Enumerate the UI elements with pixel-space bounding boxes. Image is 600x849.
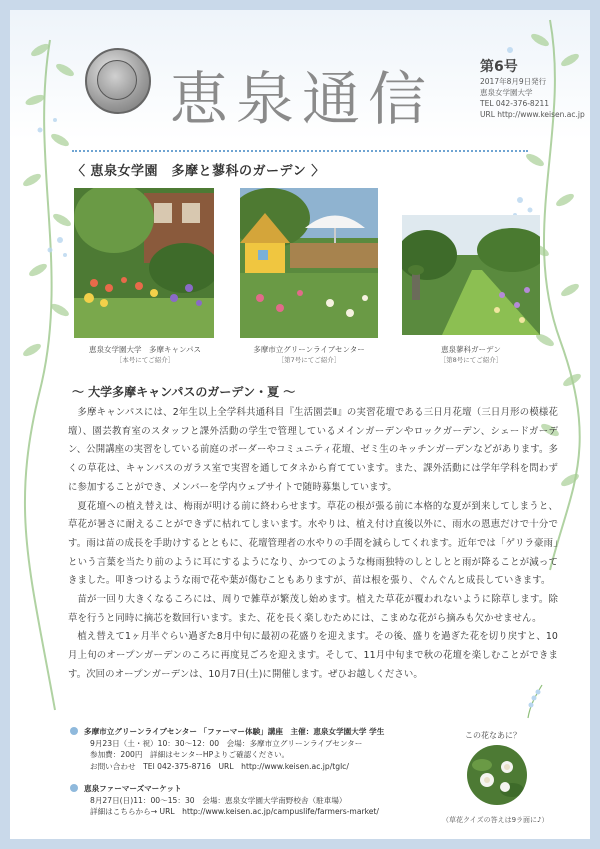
section-title: 〈 恵泉女学園 多摩と蓼科のガーデン 〉: [72, 164, 325, 179]
flower-quiz-label: この花なあに？: [465, 731, 521, 740]
photo-green-live-center: [240, 188, 378, 338]
photo-tateshina-garden: [402, 215, 540, 335]
event-farmers-market: 恵泉ファーマーズマーケット 8月27日(日)11：00～15：30 会場：恵泉女学園大学南野校舎（駐車場） 詳細はこちらから→ URL http://www.keisen.ac.jp/campuslife/farmers-market/: [70, 783, 440, 818]
publisher-tel: TEL 042-376-8211: [480, 99, 550, 108]
article-paragraph: 植え替えて1ヶ月半ぐらい過ぎた8月中旬に最初の花盛りを迎えます。その後、盛りを過ぎた花を切り戻すと、10月上旬のオープンガーデンのころに再度見ごろを迎えます。そして、11月中旬まで秋の花壇を楽しむことができます。次回のオープンガーデンは、10月7日(土)に開催します。ぜひお越しください。: [68, 631, 558, 680]
lily-of-the-valley-decoration: [518, 680, 548, 720]
newsletter-title: 恵泉通信: [170, 65, 435, 133]
bullet-icon: [70, 727, 78, 735]
photo-tama-campus: [74, 188, 214, 338]
issue-number: 第6号: [480, 59, 518, 75]
publisher-url[interactable]: URL http://www.keisen.ac.jp: [480, 110, 585, 119]
flower-quiz-photo: [467, 745, 527, 805]
bullet-icon: [70, 784, 78, 792]
event-farmer-experience: 多摩市立グリーンライブセンター 「ファーマー体験」講座 主催：恵泉女学園大学 学生 9月23日（土・祝）10：30～12：00 会場：多摩市立グリーンライブセンター 参加費：200円 詳細はセンターHPよりご確認ください。 お問い合わせ TEl 042-375-8716 URL http://www.keisen.ac.jp/tglc/: [70, 726, 440, 772]
publication-date: 2017年8月9日発行: [480, 77, 547, 86]
article-paragraph: 夏花壇への植え替えは、梅雨が明ける前に終わらせます。草花の根が張る前に本格的な夏が到来してしまうと、草花が暑さに耐えることができずに枯れてしまいます。水やりは、植え付け直後以外に、雨水の恩恵だけで十分です。雨は苗の成長を手助けするとともに、花壇管理者の水やりの手間を減らしてくれます。近年では「ゲリラ豪雨」という言葉を当たり前のように耳にするようになり、かつてのような梅雨独特のしとしとと雨が降ることが減ってきました。叩きつけるような雨で花や葉が傷むこともありますが、苗は根を張り、ぐんぐんと成長していきます。: [68, 500, 558, 587]
article-title: ～ 大学多摩キャンパスのガーデン・夏 ～: [72, 385, 296, 399]
farmers-market-link[interactable]: 詳細はこちらから→ URL http://www.keisen.ac.jp/campuslife/farmers-market/: [90, 807, 379, 816]
article-paragraph: 多摩キャンパスには、2年生以上全学科共通科目『生活園芸Ⅱ』の実習花壇である三日月花壇（三日月形の模様花壇）、園芸教育室のスタッフと課外活動の学生で管理しているメインガーデンやロックガーデン、シェードガーデン、公開講座の実習をしている前庭のボーダーやコミュニティ花壇、ゼミ生のキッチンガーデンなどがあります。多くの草花は、キャンパスのガラス室で実習を通してタネから育てています。また、課外活動には学年学科を問わずに参加することができ、メンバーを学内ウェブサイトで随時募集しています。: [68, 407, 558, 493]
photo-caption-1: 恵泉女学園大学 多摩キャンパス ［本号にてご紹介］: [89, 345, 201, 364]
publisher-name: 恵泉女学園大学: [480, 88, 533, 97]
dotted-divider: [72, 150, 528, 152]
school-seal-logo: [85, 48, 151, 114]
article-body: [68, 404, 558, 685]
article-paragraph: 苗が一回り大きくなるころには、周りで雑草が繁茂し始めます。植えた草花が覆われないように除草します。除草を行うと同時に摘芯を数回行います。また、花を長く楽しむためには、こまめな花がら摘みも欠かせません。: [68, 594, 558, 624]
photo-caption-2: 多摩市立グリーンライブセンター ［第7号にてご紹介］: [253, 345, 365, 364]
publication-info: [480, 76, 585, 120]
event-contact-link[interactable]: お問い合わせ TEl 042-375-8716 URL http://www.keisen.ac.jp/tglc/: [90, 761, 349, 771]
flower-quiz-note: （草花クイズの答えは9ラ面に♪）: [442, 816, 549, 824]
photo-caption-3: 恵泉蓼科ガーデン ［第8号にてご紹介］: [439, 345, 503, 364]
